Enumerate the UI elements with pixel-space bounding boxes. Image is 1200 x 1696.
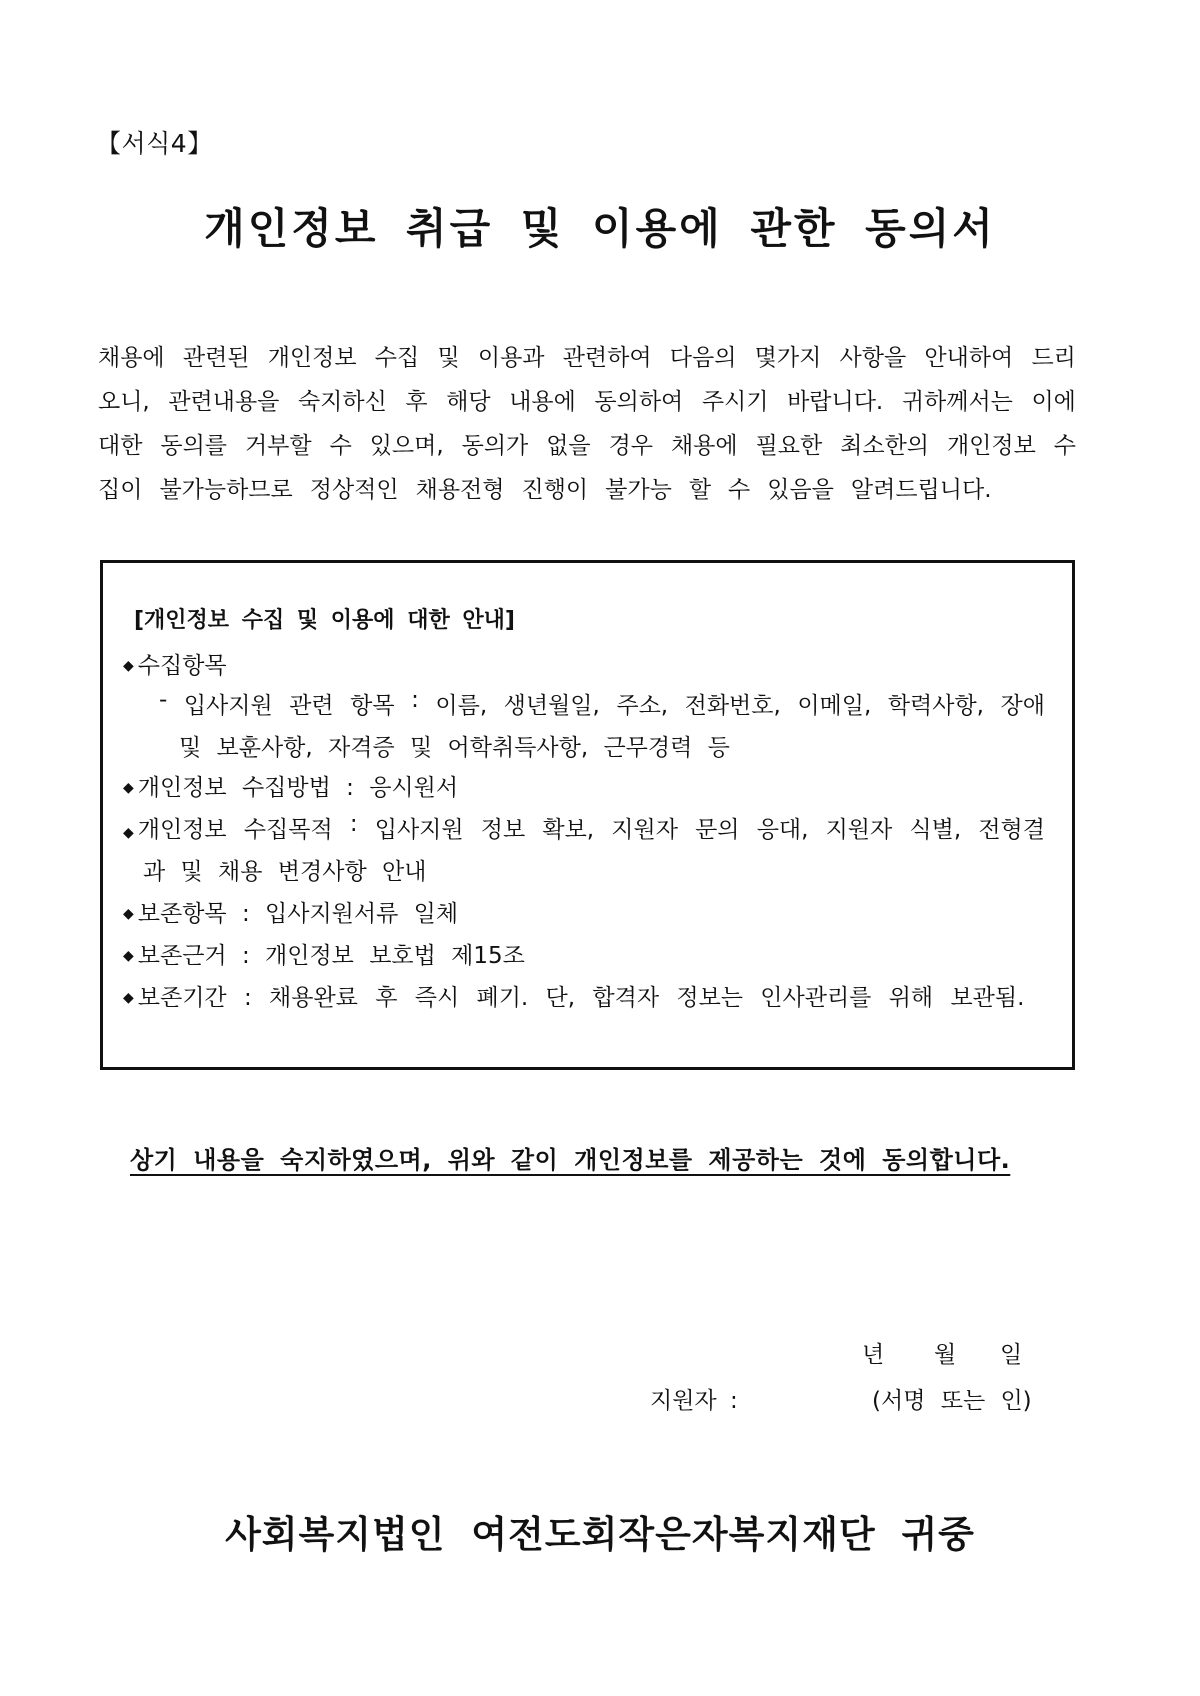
bullet-icon: ◆ bbox=[123, 825, 134, 841]
intro-word: 이에 bbox=[1031, 389, 1076, 415]
notice-word: 지원자 bbox=[825, 817, 893, 843]
notice-word: 입사지원 bbox=[374, 817, 464, 843]
notice-word: 관련 bbox=[289, 693, 334, 719]
intro-paragraph bbox=[98, 336, 1076, 512]
signature-note: (서명 또는 인) bbox=[872, 1388, 1032, 1414]
intro-word: 수 bbox=[329, 433, 352, 459]
notice-word: 주소, bbox=[616, 693, 669, 719]
notice-box bbox=[100, 560, 1075, 1070]
intro-word: 있음을 bbox=[767, 477, 834, 503]
intro-word: 숙지하신 bbox=[297, 389, 387, 415]
intro-word: 대한 bbox=[98, 433, 143, 459]
intro-word: 주시기 bbox=[701, 389, 769, 415]
bullet-icon: ◆ bbox=[123, 658, 134, 674]
intro-word: 불가능 bbox=[605, 477, 672, 503]
retention-basis-line bbox=[123, 937, 525, 970]
notice-word: 학력사항, bbox=[887, 693, 984, 719]
notice-word: 장애 bbox=[1000, 693, 1045, 719]
intro-word: 경우 bbox=[608, 433, 654, 459]
intro-word: 오니, bbox=[98, 389, 150, 415]
intro-word: 몇가지 bbox=[754, 345, 822, 371]
intro-word: 관련내용을 bbox=[168, 389, 280, 415]
collection-items-detail-line1 bbox=[159, 687, 1045, 720]
bullet-icon: ◆ bbox=[123, 780, 134, 796]
bullet-icon: ◆ bbox=[123, 990, 134, 1006]
intro-word: 및 bbox=[437, 345, 460, 371]
intro-word: 불가능하므로 bbox=[159, 477, 293, 503]
bullet-icon: ◆ bbox=[123, 948, 134, 964]
intro-word: 필요한 bbox=[755, 433, 823, 459]
intro-word: 수 bbox=[1053, 433, 1076, 459]
intro-line bbox=[98, 468, 1076, 512]
notice-word: 이름, bbox=[435, 693, 488, 719]
intro-word: 후 bbox=[405, 389, 428, 415]
intro-word: 알려드립니다. bbox=[850, 477, 992, 503]
intro-word: 할 bbox=[688, 477, 712, 503]
intro-word: 해당 bbox=[446, 389, 491, 415]
intro-word: 동의하여 bbox=[594, 389, 684, 415]
notice-word: 지원자 bbox=[611, 817, 678, 843]
intro-line bbox=[98, 336, 1076, 380]
intro-word: 수집 bbox=[374, 345, 420, 371]
retention-items-line bbox=[123, 895, 458, 928]
intro-word: 내용에 bbox=[509, 389, 576, 415]
retention-basis-text: 보존근거 : 개인정보 보호법 제15조 bbox=[137, 943, 525, 969]
document-title: 개인정보 취급 및 이용에 관한 동의서 bbox=[204, 204, 996, 253]
bullet-icon: ◆ bbox=[123, 906, 134, 922]
intro-word: 관련된 bbox=[182, 345, 250, 371]
intro-word: 집이 bbox=[98, 477, 143, 503]
collection-items-line bbox=[123, 647, 227, 680]
intro-line bbox=[98, 380, 1076, 424]
intro-word: 최소한의 bbox=[840, 433, 930, 459]
notice-word: 응대, bbox=[756, 817, 809, 843]
collection-method-text: 개인정보 수집방법 : 응시원서 bbox=[137, 775, 459, 801]
form-number-label: 【서식4】 bbox=[96, 129, 213, 158]
intro-word: 정상적인 bbox=[309, 477, 399, 503]
intro-word: 채용전형 bbox=[415, 477, 505, 503]
intro-word: 거부할 bbox=[244, 433, 312, 459]
intro-word: 채용에 bbox=[670, 433, 738, 459]
intro-word: 채용에 bbox=[98, 345, 165, 371]
notice-word: 식별, bbox=[909, 817, 962, 843]
retention-items-text: 보존항목 : 입사지원서류 일체 bbox=[137, 901, 459, 927]
collection-purpose-words bbox=[138, 811, 1045, 844]
collection-purpose-line1 bbox=[123, 811, 1045, 844]
intro-word: 동의가 bbox=[461, 433, 529, 459]
collection-method-line bbox=[123, 769, 458, 802]
intro-word: 관련하여 bbox=[562, 345, 652, 371]
intro-word: 안내하여 bbox=[924, 345, 1014, 371]
intro-word: 진행이 bbox=[521, 477, 589, 503]
intro-word: 동의를 bbox=[160, 433, 228, 459]
intro-word: 드리 bbox=[1031, 345, 1076, 371]
notice-word: 입사지원 bbox=[183, 693, 273, 719]
intro-word: 바랍니다. bbox=[787, 389, 884, 415]
applicant-label: 지원자 : bbox=[650, 1388, 738, 1414]
notice-word: 수집목적 bbox=[243, 817, 333, 843]
notice-word: 문의 bbox=[695, 817, 740, 843]
notice-word: : bbox=[411, 687, 419, 713]
intro-word: 개인정보 bbox=[267, 345, 357, 371]
intro-word: 다음의 bbox=[669, 345, 737, 371]
intro-word: 사항을 bbox=[839, 345, 907, 371]
notice-word: - bbox=[159, 687, 168, 713]
date-month-label: 월 bbox=[934, 1342, 957, 1368]
intro-word: 수 bbox=[728, 477, 751, 503]
date-year-label: 년 bbox=[862, 1342, 885, 1368]
collection-items-label: 수집항목 bbox=[137, 653, 227, 679]
intro-word: 없을 bbox=[546, 433, 591, 459]
notice-word: 이메일, bbox=[797, 693, 872, 719]
collection-purpose-line2: 과 및 채용 변경사항 안내 bbox=[143, 859, 427, 885]
collection-items-detail-line2: 및 보훈사항, 자격증 및 어학취득사항, 근무경력 등 bbox=[179, 735, 730, 761]
notice-word: : bbox=[349, 811, 358, 837]
notice-word: 개인정보 bbox=[137, 817, 227, 843]
intro-word: 이용과 bbox=[477, 345, 545, 371]
intro-word: 개인정보 bbox=[946, 433, 1036, 459]
notice-word: 정보 bbox=[480, 817, 526, 843]
recipient-organization: 사회복지법인 여전도회작은자복지재단 귀중 bbox=[225, 1513, 975, 1556]
agreement-statement: 상기 내용을 숙지하였으며, 위와 같이 개인정보를 제공하는 것에 동의합니다. bbox=[130, 1146, 1011, 1174]
intro-word: 있으며, bbox=[369, 433, 444, 459]
retention-period-line bbox=[123, 979, 1024, 1012]
notice-heading: [개인정보 수집 및 이용에 대한 안내] bbox=[134, 608, 515, 633]
intro-line bbox=[98, 424, 1076, 468]
notice-word: 전형결 bbox=[978, 817, 1045, 843]
date-day-label: 일 bbox=[1000, 1342, 1023, 1368]
intro-word: 귀하께서는 bbox=[901, 389, 1013, 415]
notice-word: 전화번호, bbox=[684, 693, 781, 719]
notice-word: 확보, bbox=[542, 817, 595, 843]
retention-period-text: 보존기간 : 채용완료 후 즉시 폐기. 단, 합격자 정보는 인사관리를 위해 보관됨. bbox=[137, 985, 1025, 1011]
notice-word: 생년월일, bbox=[503, 693, 600, 719]
notice-word: 항목 bbox=[350, 693, 395, 719]
